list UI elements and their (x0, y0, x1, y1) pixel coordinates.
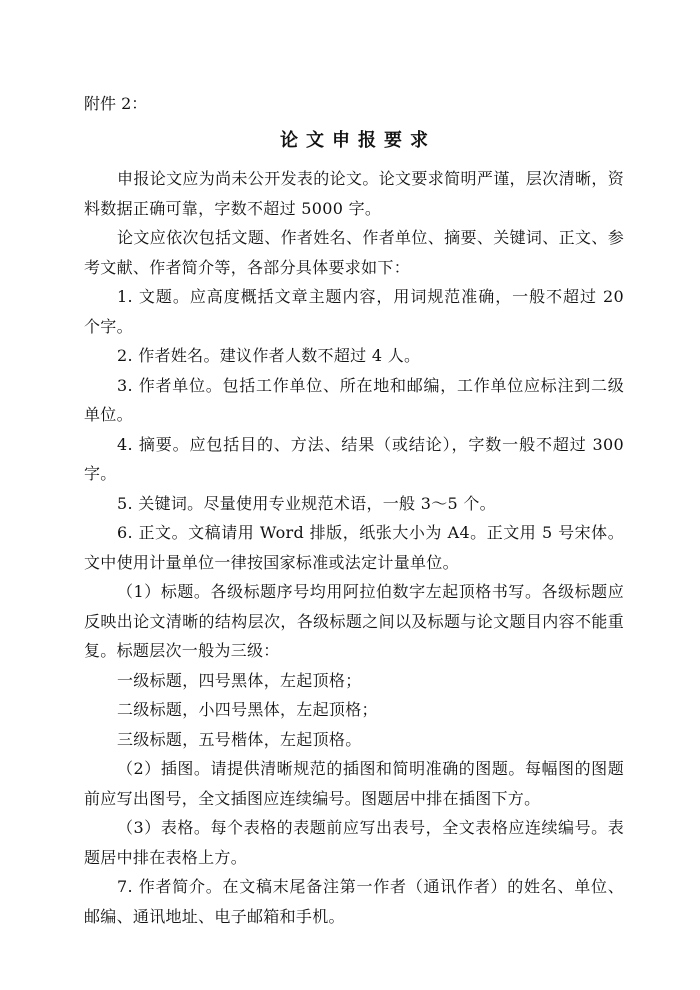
attachment-label: 附件 2： (84, 94, 148, 113)
paragraph-heading-level-1: 一级标题，四号黑体，左起顶格； (117, 670, 362, 690)
paragraph-heading-level-3: 三级标题，五号楷体，左起顶格。 (117, 729, 362, 749)
paragraph-tables: （3）表格。每个表格的表题前应写出表号，全文表格应连续编号。表题居中排在表格上方。 (84, 818, 624, 867)
paragraph-body: 6. 正文。文稿请用 Word 排版，纸张大小为 A4。正文用 5 号宋体。文中使用计量单位一律按国家标准或法定计量单位。 (84, 523, 624, 572)
paragraph-intro: 申报论文应为尚未公开发表的论文。论文要求简明严谨，层次清晰，资料数据正确可靠，字数不超过 5000 字。 (84, 169, 624, 218)
paragraph-headings: （1）标题。各级标题序号均用阿拉伯数字左起顶格书写。各级标题应反映出论文清晰的结构层次，各级标题之间以及标题与论文题目内容不能重复。标题层次一般为三级： (84, 582, 624, 660)
document-page (84, 92, 624, 931)
paragraph-figures: （2）插图。请提供清晰规范的插图和简明准确的图题。每幅图的图题前应写出图号，全文插图应连续编号。图题居中排在插图下方。 (84, 759, 624, 808)
paragraph-title-req: 1. 文题。应高度概括文章主题内容，用词规范准确，一般不超过 20 个字。 (84, 287, 624, 336)
paragraph-author-name: 2. 作者姓名。建议作者人数不超过 4 人。 (117, 346, 421, 365)
paragraph-abstract: 4. 摘要。应包括目的、方法、结果（或结论），字数一般不超过 300 字。 (84, 434, 624, 483)
paragraph-structure: 论文应依次包括文题、作者姓名、作者单位、摘要、关键词、正文、参考文献、作者简介等，各部分具体要求如下： (84, 228, 624, 277)
paragraph-author-unit: 3. 作者单位。包括工作单位、所在地和邮编，工作单位应标注到二级单位。 (84, 375, 624, 424)
paragraph-author-bio: 7. 作者简介。在文稿末尾备注第一作者（通讯作者）的姓名、单位、邮编、通讯地址、电子邮箱和手机。 (84, 877, 624, 926)
document-title: 论文申报要求 (280, 130, 436, 151)
paragraph-heading-level-2: 二级标题，小四号黑体，左起顶格； (117, 700, 378, 719)
paragraph-keywords: 5. 关键词。尽量使用专业规范术语，一般 3～5 个。 (117, 493, 496, 513)
